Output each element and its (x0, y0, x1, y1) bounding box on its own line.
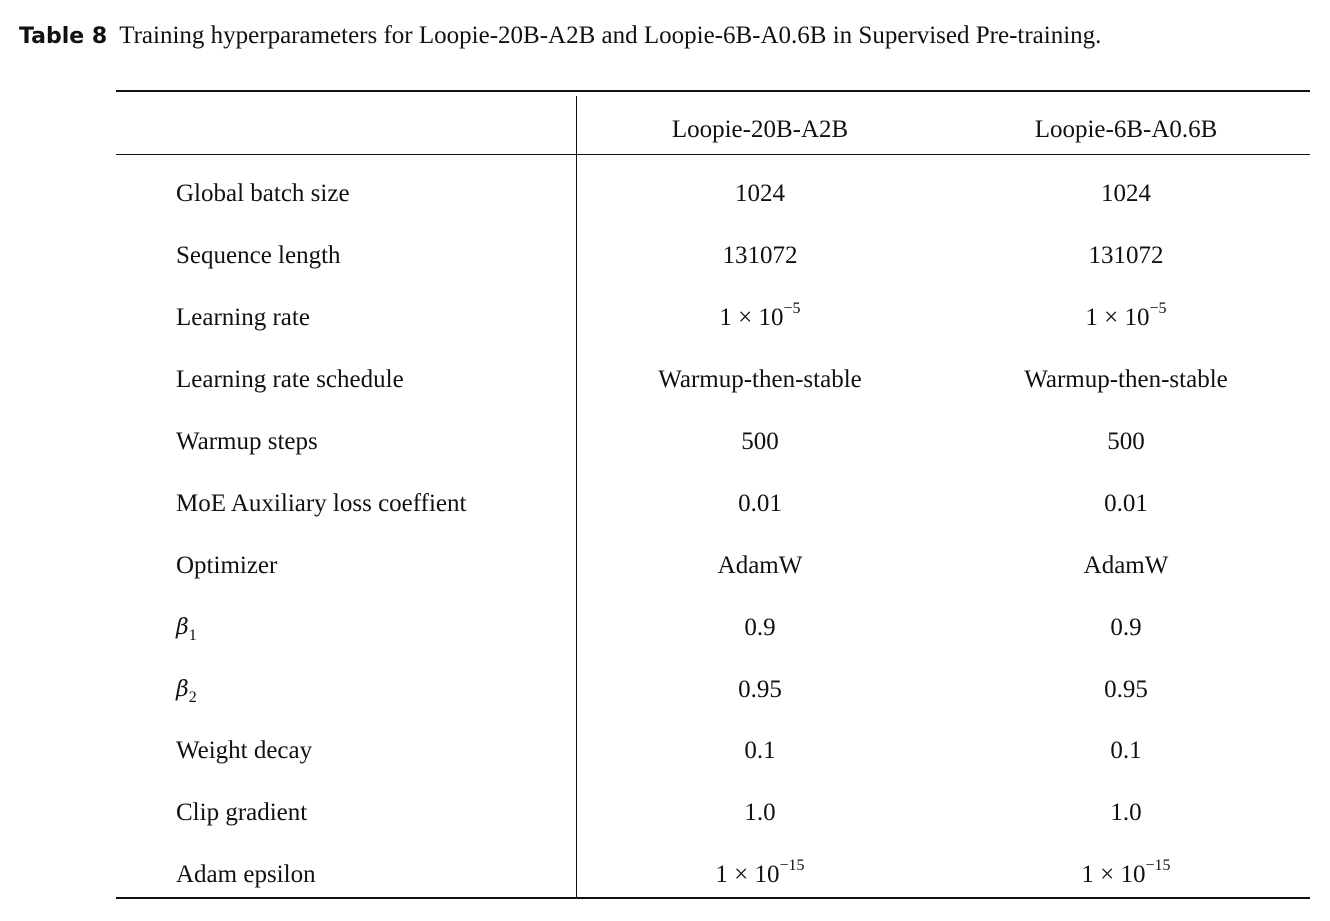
cell-value: Warmup-then-stable (1024, 366, 1228, 393)
cell-value: 1.0 (1110, 799, 1142, 826)
cell-value: 0.01 (738, 490, 782, 517)
sci-exponent: −5 (783, 300, 801, 317)
row-label-adam-epsilon: Adam epsilon (176, 861, 316, 888)
cell-value-scientific (966, 298, 1286, 338)
cell-value: 0.01 (1104, 490, 1148, 517)
sci-exponent: −15 (1145, 857, 1171, 874)
cell-value: 500 (741, 428, 779, 455)
cell-value: 131072 (1088, 242, 1164, 269)
cell-value: AdamW (717, 552, 803, 579)
cell-value: 0.95 (1104, 676, 1148, 703)
beta-symbol: β (176, 615, 189, 640)
cell-value: Warmup-then-stable (658, 366, 862, 393)
row-label-sequence-length: Sequence length (176, 242, 341, 269)
table-column-divider (576, 96, 577, 898)
row-label-optimizer: Optimizer (176, 552, 278, 579)
column-header-loopie-20b: Loopie-20B-A2B (671, 116, 849, 143)
sci-base: 1 × 10 (1085, 304, 1150, 331)
row-label-beta1 (176, 608, 197, 648)
sci-base: 1 × 10 (719, 304, 784, 331)
row-label-warmup-steps: Warmup steps (176, 428, 318, 455)
cell-value-scientific (966, 855, 1286, 895)
sci-exponent: −5 (1149, 300, 1167, 317)
beta-symbol: β (176, 677, 189, 702)
cell-value: 0.1 (744, 737, 776, 764)
table-header-rule (116, 154, 1310, 155)
cell-value-scientific (600, 855, 920, 895)
row-label-learning-rate: Learning rate (176, 304, 310, 331)
beta-subscript: 2 (188, 689, 197, 706)
cell-value-scientific (600, 298, 920, 338)
cell-value: AdamW (1083, 552, 1169, 579)
table-number: Table 8 (19, 24, 108, 49)
row-label-global-batch-size: Global batch size (176, 180, 350, 207)
cell-value: 131072 (722, 242, 798, 269)
column-header-loopie-6b: Loopie-6B-A0.6B (1034, 116, 1218, 143)
cell-value: 0.95 (738, 676, 782, 703)
table-caption (19, 19, 1101, 54)
row-label-moe-aux-loss: MoE Auxiliary loss coeffient (176, 490, 467, 517)
sci-exponent: −15 (779, 857, 805, 874)
row-label-weight-decay: Weight decay (176, 737, 313, 764)
cell-value: 0.9 (1110, 614, 1142, 641)
table-bottom-rule (116, 897, 1310, 899)
cell-value: 1.0 (744, 799, 776, 826)
sci-base: 1 × 10 (1081, 861, 1146, 888)
row-label-beta2 (176, 670, 197, 710)
table-top-rule (116, 90, 1310, 92)
cell-value: 0.1 (1110, 737, 1142, 764)
cell-value: 1024 (735, 180, 785, 207)
cell-value: 1024 (1101, 180, 1151, 207)
cell-value: 500 (1107, 428, 1145, 455)
cell-value: 0.9 (744, 614, 776, 641)
row-label-learning-rate-schedule: Learning rate schedule (176, 366, 404, 393)
row-label-clip-gradient: Clip gradient (176, 799, 308, 826)
sci-base: 1 × 10 (715, 861, 780, 888)
caption-text: Training hyperparameters for Loopie-20B-A2B and Loopie-6B-A0.6B in Supervised Pre-training. (119, 22, 1102, 49)
beta-subscript: 1 (188, 627, 197, 644)
